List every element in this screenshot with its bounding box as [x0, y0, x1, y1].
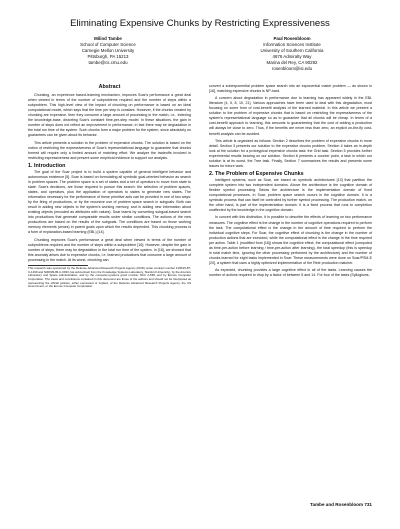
body-paragraph: convert a subexponential problem space search into an exponential match problem — as shown in [16], matching expensive chunks is NP-hard. [209, 84, 372, 94]
body-paragraph: The goal of the Soar project is to build a system capable of general intelligent behavior and autonomous existence [5]. Soar is based on formulating all symbolic goal-oriented behavior as search in problem spaces. The problem space is a set of states and a set of operators to move from state to state. Soar's decisions, are those required to pursue this search: the selection of problem spaces, states, and operators, plus the application of operators to states to generate new states. The information necessary for the performance of these primitive acts can be provided in one of two ways: by the firing of productions, or by the recursive use of problem space search in subgoals. Both can result in adding new objects to the system's working memory, and in adding new information about existing objects (encoded as attributes with values). Soar learns by converting subgoal-based search into productions that generate comparable results under similar conditions. The actions of the new productions are based on the results of the subgoals. The conditions are based on those working memory elements (wmes) in parent goals upon which the results depended. This chunking process is a form of explanation-based learning (EBL) [14]. [28, 169, 191, 235]
author-address: Marina del Rey, CA 90292 [266, 60, 318, 66]
body-paragraph: A concern about degradation in performance due to learning has appeared widely in the EBL literature [4, 5, 8, 10, 21]. Various approaches have been used to deal with this degradation, most focusing on some form of cost-benefit analysis of the learned material. In this article we present a solution to the problem of expensive chunks that is based on restricting the expressiveness of the system's representational language so as to guarantee that all chunks will be cheap. In terms of a cost-benefit approach to learning, this amounts to guaranteeing that the cost of adding a production will always be close to zero. Thus, if the benefits are never less than zero, an explicit on-the-fly cost-benefit analysis can be avoided. [209, 96, 372, 136]
author-name: Paul Rosenbloom [273, 36, 311, 41]
author-name: Milind Tambe [94, 36, 122, 41]
page-footer: Tambe and Rosenbloom 731 [310, 502, 372, 507]
author-1 [28, 36, 188, 73]
body-paragraph: Chunking improves Soar's performance a great deal when viewed in terms of the number of subproblems required and the number of steps within a subproblem [16]. However, despite the gain in number of steps, there may be degradation in the total run time of the system. In [16], we showed that this anomaly arises due to expensive chunks, i.e. learned productions that consume a large amount of processing in the match. At its worst, chunking can [28, 237, 191, 262]
author-email: tambe@cs.cmu.edu [88, 60, 128, 66]
paper-title: Eliminating Expensive Chunks by Restricting Expressiveness [70, 18, 330, 29]
body-paragraph: In concert with this distinction, it is possible to describe the effects of learning on two performance measures. The cognitive effect is the change in the number of cognitive operations required to perform the task. The computational effect is the change in the amount of time required to perform the individual cognitive steps. For Soar, the cognitive effect of chunking is the change in the number of production actions that are executed, while the computational effect is the change in the time required per action. Table 1 (modified from [16]) shows the cognitive effect, the computational effect (computed as time-per-action before learning / time-per-action after learning), the total speedup (this is speedup in total match time, ignoring the other processing performed by the architecture) and the number of chunks learned for eight tasks implemented in Soar. These measurements were done on Soar/PSM-E [20], a system that uses a highly optimized implementation of the Rete production matcher. [209, 215, 372, 265]
left-column [28, 84, 191, 289]
right-column [209, 84, 372, 280]
author-2 [212, 36, 372, 73]
abstract-heading: Abstract [98, 84, 121, 90]
section-heading: 2. The Problem of Expensive Chunks [209, 171, 304, 178]
author-affiliation: Information Sciences Institute [263, 42, 321, 48]
author-affiliation: School of Computer Science [80, 42, 136, 48]
author-affiliation: University of Southern California [260, 48, 324, 54]
section-heading: 1. Introduction [28, 162, 66, 169]
body-paragraph: Intelligent systems, such as Soar, are based on symbolic architectures [13] that partition the complete system into two independent domains. Above the architecture is the cognitive domain of flexible symbol processing. Below the architecture is the implementation domain of fixed computational processes. In Soar, problem space search occurs in the cognitive domain. It is a symbolic process that can itself be controlled by further symbol processing. The production match, on the other hand, is part of the implementation domain. It is a fixed process that runs to completion unaffected by the knowledge in the cognitive domain. [209, 178, 372, 213]
author-block [28, 36, 372, 73]
abstract-paragraph: Chunking, an experience based-learning mechanism, improves Soar's performance a great deal when viewed in terms of the number of subproblems required and the number of steps within a subproblem. This high-level view of the impact of chunking on performance is based on an ideal computational model, which says that the time per step is constant. However, if the chunks created by chunking are expensive, then they consume a large amount of processing in the match, i.e., indexing the knowledge-base, distorting Soar's constant time-per-step model. In these situations, the gain in number of steps does not reflect an improvement in performance; in fact there may be degradation in the total run time of the system. Such chunks form a major problem for the system, since absolutely no guarantees can be given about its behavior. [28, 93, 191, 138]
author-address: Pittsburgh, PA 15213 [87, 54, 129, 60]
author-affiliation: Carnegie Mellon University [81, 48, 135, 54]
footnote: This research was sponsored by the Defense Advanced Research Projects Agency (DOD) under contract number F33615-87-C-1499 and N00039-86-C-0033 (via subcontract from the Knowledge Systems Laboratory, Stanford University), by the Avionics Laboratory and Space Administration, and by the computer-systems grant number NCC 2-538, and by Encore Computer Corporation. The views and conclusions contained in this document are those of the authors and should not be interpreted as representing the official policies, either expressed or implied, of the Defense Advanced Research Projects Agency, the US Government, or the Encore Computer Corporation. [28, 265, 191, 289]
author-address: 4676 Admiralty Way [272, 54, 312, 60]
author-email: rosenbloom@isi.edu [271, 66, 313, 72]
body-paragraph: This article is organized as follows: Section 2 describes the problem of expensive chunks in more detail. Section 3 presents our solution to the expensive chunks problem. Section 4 takes an in-depth look at the solution for a prototypical expensive chunks task: the Grid task. Section 5 provides further experimental results bearing on our solution. Section 6 presents a counter point, a task in which our solution is at its worst, the Tree task. Finally, Section 7 summarizes the results and presents some issues for future work. [209, 138, 372, 168]
abstract-paragraph: This article presents a solution to the problem of expensive chunks. The solution is based on the notion of restricting the expressiveness of Soar's representational language to guarantee that chunks formed will require only a limited amount of matching effort. We analyze the tradeoffs involved in restricting expressiveness and present some empirical evidence to support our analysis. [28, 140, 191, 160]
body-paragraph: As expected, chunking provides a large cognitive effect in all of the tasks. Learning causes the number of actions required to drop by a factor of between 5 and 14. For four of the tasks (Syllogisms, [209, 268, 372, 278]
